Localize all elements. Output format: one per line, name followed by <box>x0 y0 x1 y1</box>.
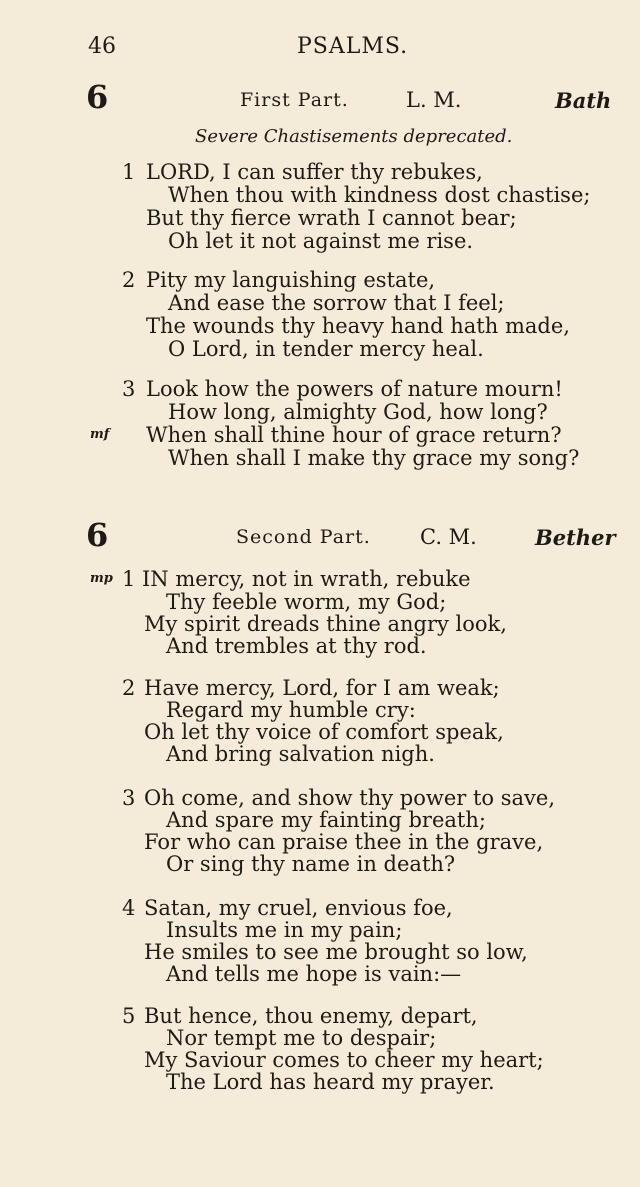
verse-line: He smiles to see me brought so low, <box>144 940 528 964</box>
running-title: PSALMS. <box>297 34 409 59</box>
part-title: First Part. <box>240 89 349 111</box>
verse-line: And bring salvation nigh. <box>166 742 435 766</box>
verse-number: 5 <box>122 1004 136 1028</box>
verse-number: 3 <box>122 786 136 810</box>
verse-number: 4 <box>122 896 136 920</box>
meter: C. M. <box>420 525 477 549</box>
verse-line: But hence, thou enemy, depart, <box>144 1004 478 1028</box>
meter: L. M. <box>406 88 462 112</box>
tune-name: Bath <box>555 88 612 113</box>
psalm-number: 6 <box>86 78 109 116</box>
verse-line: And trembles at thy rod. <box>166 634 427 658</box>
verse-number: 1 <box>122 160 136 184</box>
verse-line: O Lord, in tender mercy heal. <box>168 337 484 361</box>
verse-line: And ease the sorrow that I feel; <box>168 291 505 315</box>
verse-line: When thou with kindness dost chastise; <box>168 183 591 207</box>
verse-line: LORD, I can suffer thy rebukes, <box>146 160 483 184</box>
psalm-number: 6 <box>86 516 109 554</box>
verse-number: 3 <box>122 377 136 401</box>
verse-line: The Lord has heard my prayer. <box>166 1070 495 1094</box>
tune-name: Bether <box>535 525 616 550</box>
verse-line: My spirit dreads thine angry look, <box>144 612 507 636</box>
verse-line: Pity my languishing estate, <box>146 268 436 292</box>
verse-line: Insults me in my pain; <box>166 918 403 942</box>
verse-line: How long, almighty God, how long? <box>168 400 548 424</box>
verse-line: Or sing thy name in death? <box>166 852 456 876</box>
verse-line: Regard my humble cry: <box>166 698 416 722</box>
verse-line: Oh let thy voice of comfort speak, <box>144 720 504 744</box>
verse-line: Nor tempt me to despair; <box>166 1026 437 1050</box>
psalm-subtitle: Severe Chastisements deprecated. <box>195 126 513 147</box>
verse-line: Look how the powers of nature mourn! <box>146 377 563 401</box>
dynamic-marking: mf <box>90 427 110 442</box>
verse-line: And tells me hope is vain:— <box>166 962 462 986</box>
dynamic-marking: mp <box>90 571 113 586</box>
verse-line: Satan, my cruel, envious foe, <box>144 896 453 920</box>
verse-line: Have mercy, Lord, for I am weak; <box>144 676 500 700</box>
verse-line: For who can praise thee in the grave, <box>144 830 544 854</box>
verse-line: Oh let it not against me rise. <box>168 229 474 253</box>
verse-line: But thy fierce wrath I cannot bear; <box>146 206 517 230</box>
verse-number: 1 <box>122 567 136 591</box>
verse-line: When shall I make thy grace my song? <box>168 446 580 470</box>
verse-number: 2 <box>122 676 136 700</box>
page-number: 46 <box>88 34 116 59</box>
verse-line: And spare my fainting breath; <box>166 808 486 832</box>
verse-line: Thy feeble worm, my God; <box>166 590 447 614</box>
verse-line: IN mercy, not in wrath, rebuke <box>142 567 471 591</box>
verse-line: When shall thine hour of grace return? <box>146 423 562 447</box>
verse-line: My Saviour comes to cheer my heart; <box>144 1048 544 1072</box>
part-title: Second Part. <box>236 526 371 548</box>
verse-number: 2 <box>122 268 136 292</box>
verse-line: The wounds thy heavy hand hath made, <box>146 314 570 338</box>
verse-line: Oh come, and show thy power to save, <box>144 786 555 810</box>
